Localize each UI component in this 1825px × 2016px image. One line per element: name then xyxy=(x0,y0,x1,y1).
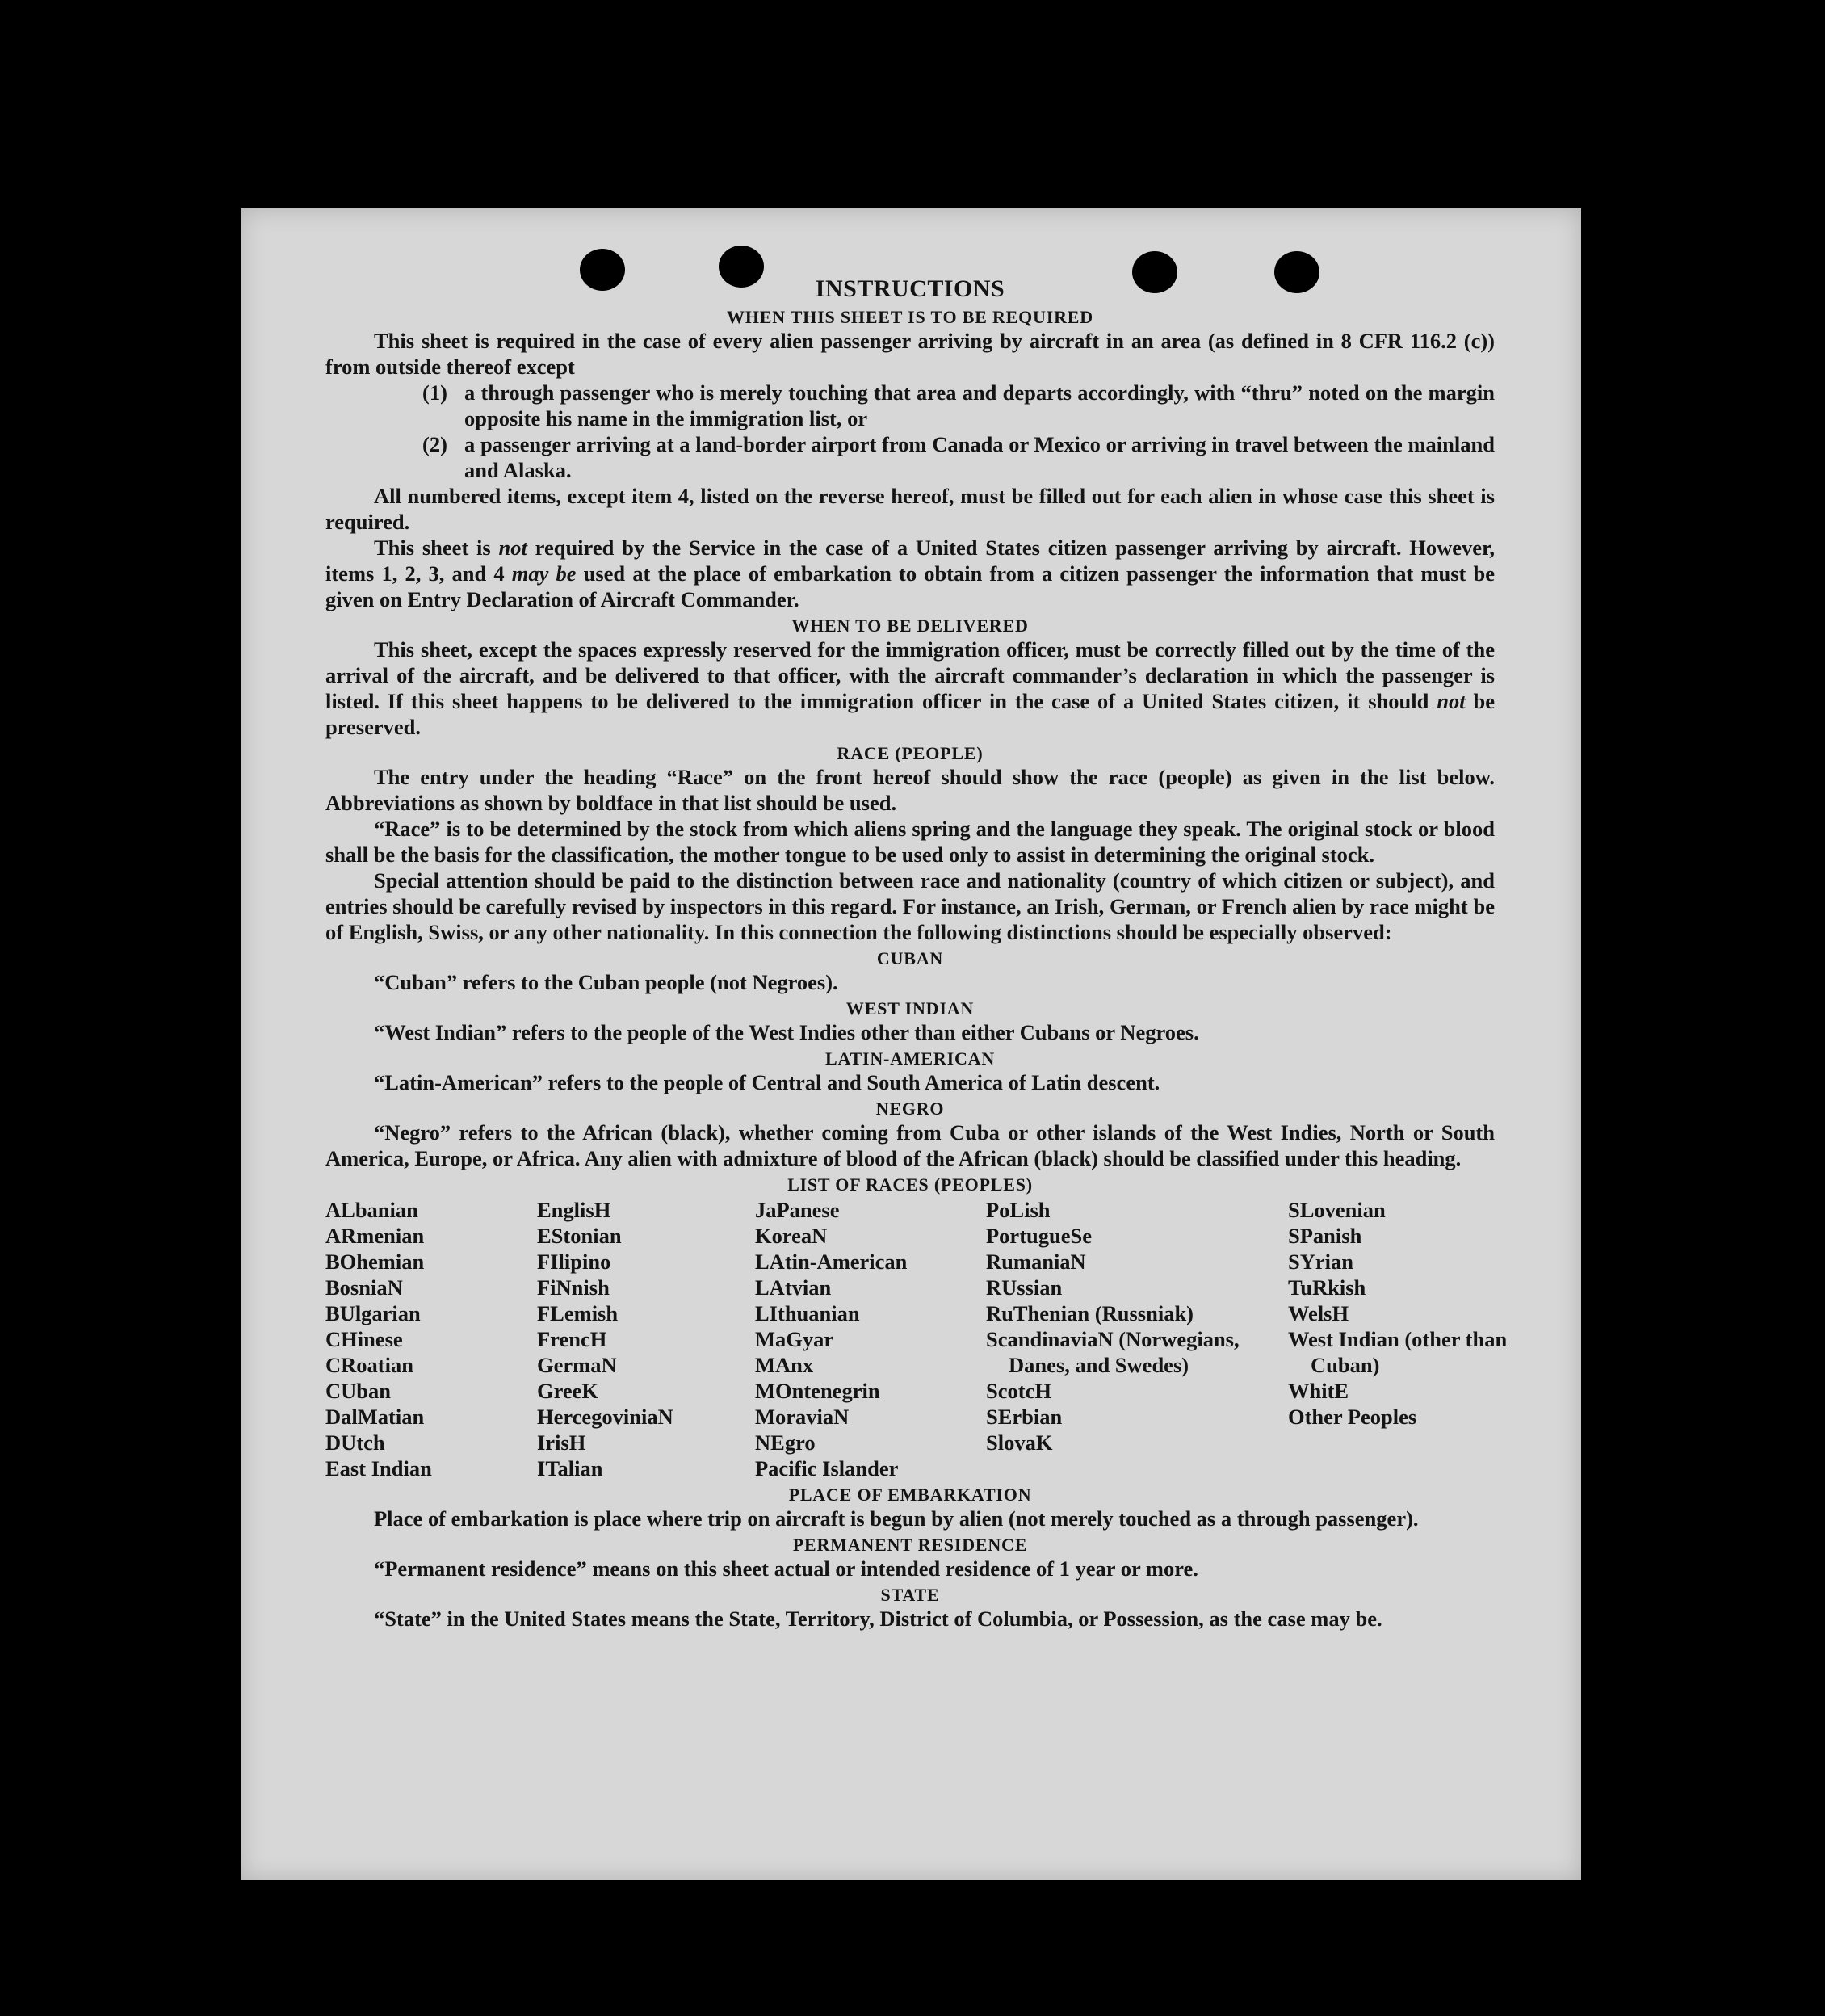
race-entry: DUtch xyxy=(325,1430,385,1455)
definition: Place of embarkation is place where trip on aircraft is begun by alien (not merely touched as a through passenger). xyxy=(374,1506,1419,1531)
heading-state: STATE xyxy=(880,1585,940,1605)
race-entry: RUssian xyxy=(986,1275,1063,1300)
race-entry: WhitE xyxy=(1288,1379,1349,1403)
race-entry: FrencH xyxy=(537,1327,607,1351)
heading-place-of-embarkation: PLACE OF EMBARKATION xyxy=(788,1485,1032,1505)
race-entry: TuRkish xyxy=(1288,1275,1366,1300)
race-entry: ITalian xyxy=(537,1456,603,1480)
definition: “Cuban” refers to the Cuban people (not Negroes). xyxy=(374,970,838,994)
race-entry: SlovaK xyxy=(986,1430,1053,1455)
heading-when-delivered: WHEN TO BE DELIVERED xyxy=(791,615,1029,636)
race-entry: FiNnish xyxy=(537,1275,610,1300)
text-run: be preserved. xyxy=(325,689,1495,739)
race-entry: GreeK xyxy=(537,1379,599,1403)
definition: “State” in the United States means the State, Territory, District of Columbia, or Possession, as the case may be. xyxy=(374,1606,1382,1631)
race-entry: MoraviaN xyxy=(755,1405,850,1429)
definition: “Negro” refers to the African (black), whether coming from Cuba or other islands of the West Indies, North or South America, Europe, or Africa. Any alien with admixture of blood of the African (black) should be classified under this heading. xyxy=(325,1120,1495,1170)
race-entry: BosniaN xyxy=(325,1275,403,1300)
heading-list-of-races: LIST OF RACES (PEOPLES) xyxy=(787,1174,1033,1195)
item-number: (1) xyxy=(422,380,447,405)
heading-latin-american: LATIN-AMERICAN xyxy=(824,1048,996,1069)
races-column xyxy=(537,1197,755,1481)
race-entry: PoLish xyxy=(986,1198,1051,1222)
race-entry: EStonian xyxy=(537,1224,622,1248)
heading-negro: NEGRO xyxy=(875,1098,945,1119)
heading-race: RACE (PEOPLE) xyxy=(837,743,984,763)
paragraph xyxy=(325,535,1495,612)
document-sheet xyxy=(241,208,1581,1880)
definition: “Latin-American” refers to the people of Central and South America of Latin descent. xyxy=(374,1070,1160,1094)
emphasis: not xyxy=(1437,689,1466,713)
definition: “Permanent residence” means on this sheet actual or intended residence of 1 year or more. xyxy=(374,1556,1198,1581)
instructions-content xyxy=(325,275,1508,1632)
race-entry: ScotcH xyxy=(986,1379,1051,1403)
text-run: required by the Service in the case of a United States citizen passenger arriving by aircraft. However, items 1, 2, 3, and 4 xyxy=(325,536,1495,586)
races-column xyxy=(1288,1197,1508,1481)
heading-when-required: WHEN THIS SHEET IS TO BE REQUIRED xyxy=(727,307,1093,327)
race-entry: LIthuanian xyxy=(755,1301,860,1325)
text-run: This sheet, except the spaces expressly reserved for the immigration officer, must be correctly filled out by the time of the arrival of the aircraft, and be delivered to that officer, with the aircraft commander’s declaration in which the passenger is listed. If this sheet happens to be delivered to the immigration officer in the case of a United States citizen, it should xyxy=(325,637,1495,713)
race-entry: CHinese xyxy=(325,1327,403,1351)
paragraph: “Race” is to be determined by the stock from which aliens spring and the language they speak. The original stock or blood shall be the basis for the classification, the mother tongue to be used only to assist in determining the original stock. xyxy=(325,817,1495,867)
paragraph: This sheet is required in the case of every alien passenger arriving by aircraft in an area (as defined in 8 CFR 116.2 (c)) from outside thereof except xyxy=(325,329,1495,379)
races-column xyxy=(755,1197,986,1481)
race-entry: MaGyar xyxy=(755,1327,834,1351)
emphasis: not xyxy=(498,536,527,560)
race-entry: MAnx xyxy=(755,1353,814,1377)
race-entry: LAtvian xyxy=(755,1275,832,1300)
race-entry: SPanish xyxy=(1288,1224,1362,1248)
race-entry: SYrian xyxy=(1288,1250,1353,1274)
paragraph: All numbered items, except item 4, listed on the reverse hereof, must be filled out for each alien in whose case this sheet is required. xyxy=(325,484,1495,534)
race-entry: GermaN xyxy=(537,1353,617,1377)
item-text: a passenger arriving at a land-border airport from Canada or Mexico or arriving in travel between the mainland and Alaska. xyxy=(464,432,1495,482)
list-item xyxy=(422,380,1495,431)
race-entry: RumaniaN xyxy=(986,1250,1086,1274)
race-entry: BOhemian xyxy=(325,1250,425,1274)
heading-cuban: CUBAN xyxy=(876,948,944,968)
race-entry: SErbian xyxy=(986,1405,1063,1429)
races-column xyxy=(986,1197,1288,1481)
heading-permanent-residence: PERMANENT RESIDENCE xyxy=(792,1535,1028,1555)
race-entry: DalMatian xyxy=(325,1405,425,1429)
race-entry: IrisH xyxy=(537,1430,586,1455)
race-entry: KoreaN xyxy=(755,1224,828,1248)
heading-west-indian: WEST INDIAN xyxy=(845,998,975,1018)
paragraph: Special attention should be paid to the distinction between race and nationality (country of which citizen or subject), and entries should be carefully revised by inspectors in this regard. For instance, an Irish, German, or French alien by race might be of English, Swiss, or any other nationality. In this connection the following distinctions should be especially observed: xyxy=(325,868,1495,944)
definition: “West Indian” refers to the people of the West Indies other than either Cubans or Negroes. xyxy=(374,1020,1199,1044)
race-entry: NEgro xyxy=(755,1430,816,1455)
race-entry: West Indian (other than Cuban) xyxy=(1288,1327,1508,1377)
races-column xyxy=(325,1197,537,1481)
race-entry: FLemish xyxy=(537,1301,619,1325)
race-entry: HercegoviniaN xyxy=(537,1405,673,1429)
race-entry: FIlipino xyxy=(537,1250,611,1274)
race-entry: LAtin-American xyxy=(755,1250,908,1274)
race-entry: Pacific Islander xyxy=(755,1456,899,1480)
race-entry: ALbanian xyxy=(325,1198,418,1222)
race-entry: SLovenian xyxy=(1288,1198,1386,1222)
item-text: a through passenger who is merely touching that area and departs accordingly, with “thru” noted on the margin opposite his name in the immigration list, or xyxy=(464,380,1495,430)
race-entry: ScandinaviaN (Norwegians, Danes, and Swedes) xyxy=(986,1327,1240,1377)
list-item xyxy=(422,431,1495,483)
page-title: INSTRUCTIONS xyxy=(815,275,1005,302)
race-entry: ARmenian xyxy=(325,1224,425,1248)
race-entry: EnglisH xyxy=(537,1198,611,1222)
race-entry: RuThenian (Russniak) xyxy=(986,1301,1194,1325)
text-run: used at the place of embarkation to obtain from a citizen passenger the information that must be given on Entry Declaration of Aircraft Commander. xyxy=(325,561,1495,611)
race-entry: CRoatian xyxy=(325,1353,413,1377)
race-entry: CUban xyxy=(325,1379,392,1403)
race-entry: MOntenegrin xyxy=(755,1379,880,1403)
race-entry: WelsH xyxy=(1288,1301,1349,1325)
text-run: This sheet is xyxy=(374,536,499,560)
race-entry: East Indian xyxy=(325,1456,432,1480)
race-entry: PortugueSe xyxy=(986,1224,1093,1248)
race-entry: JaPanese xyxy=(755,1198,840,1222)
emphasis: may be xyxy=(511,561,577,586)
paragraph: The entry under the heading “Race” on the front hereof should show the race (people) as given in the list below. Abbreviations as shown by boldface in that list should be used. xyxy=(325,765,1495,815)
race-entry: Other Peoples xyxy=(1288,1405,1417,1429)
race-entry: BUlgarian xyxy=(325,1301,421,1325)
item-number: (2) xyxy=(422,432,447,456)
races-list xyxy=(325,1197,1508,1481)
paragraph xyxy=(325,636,1495,740)
